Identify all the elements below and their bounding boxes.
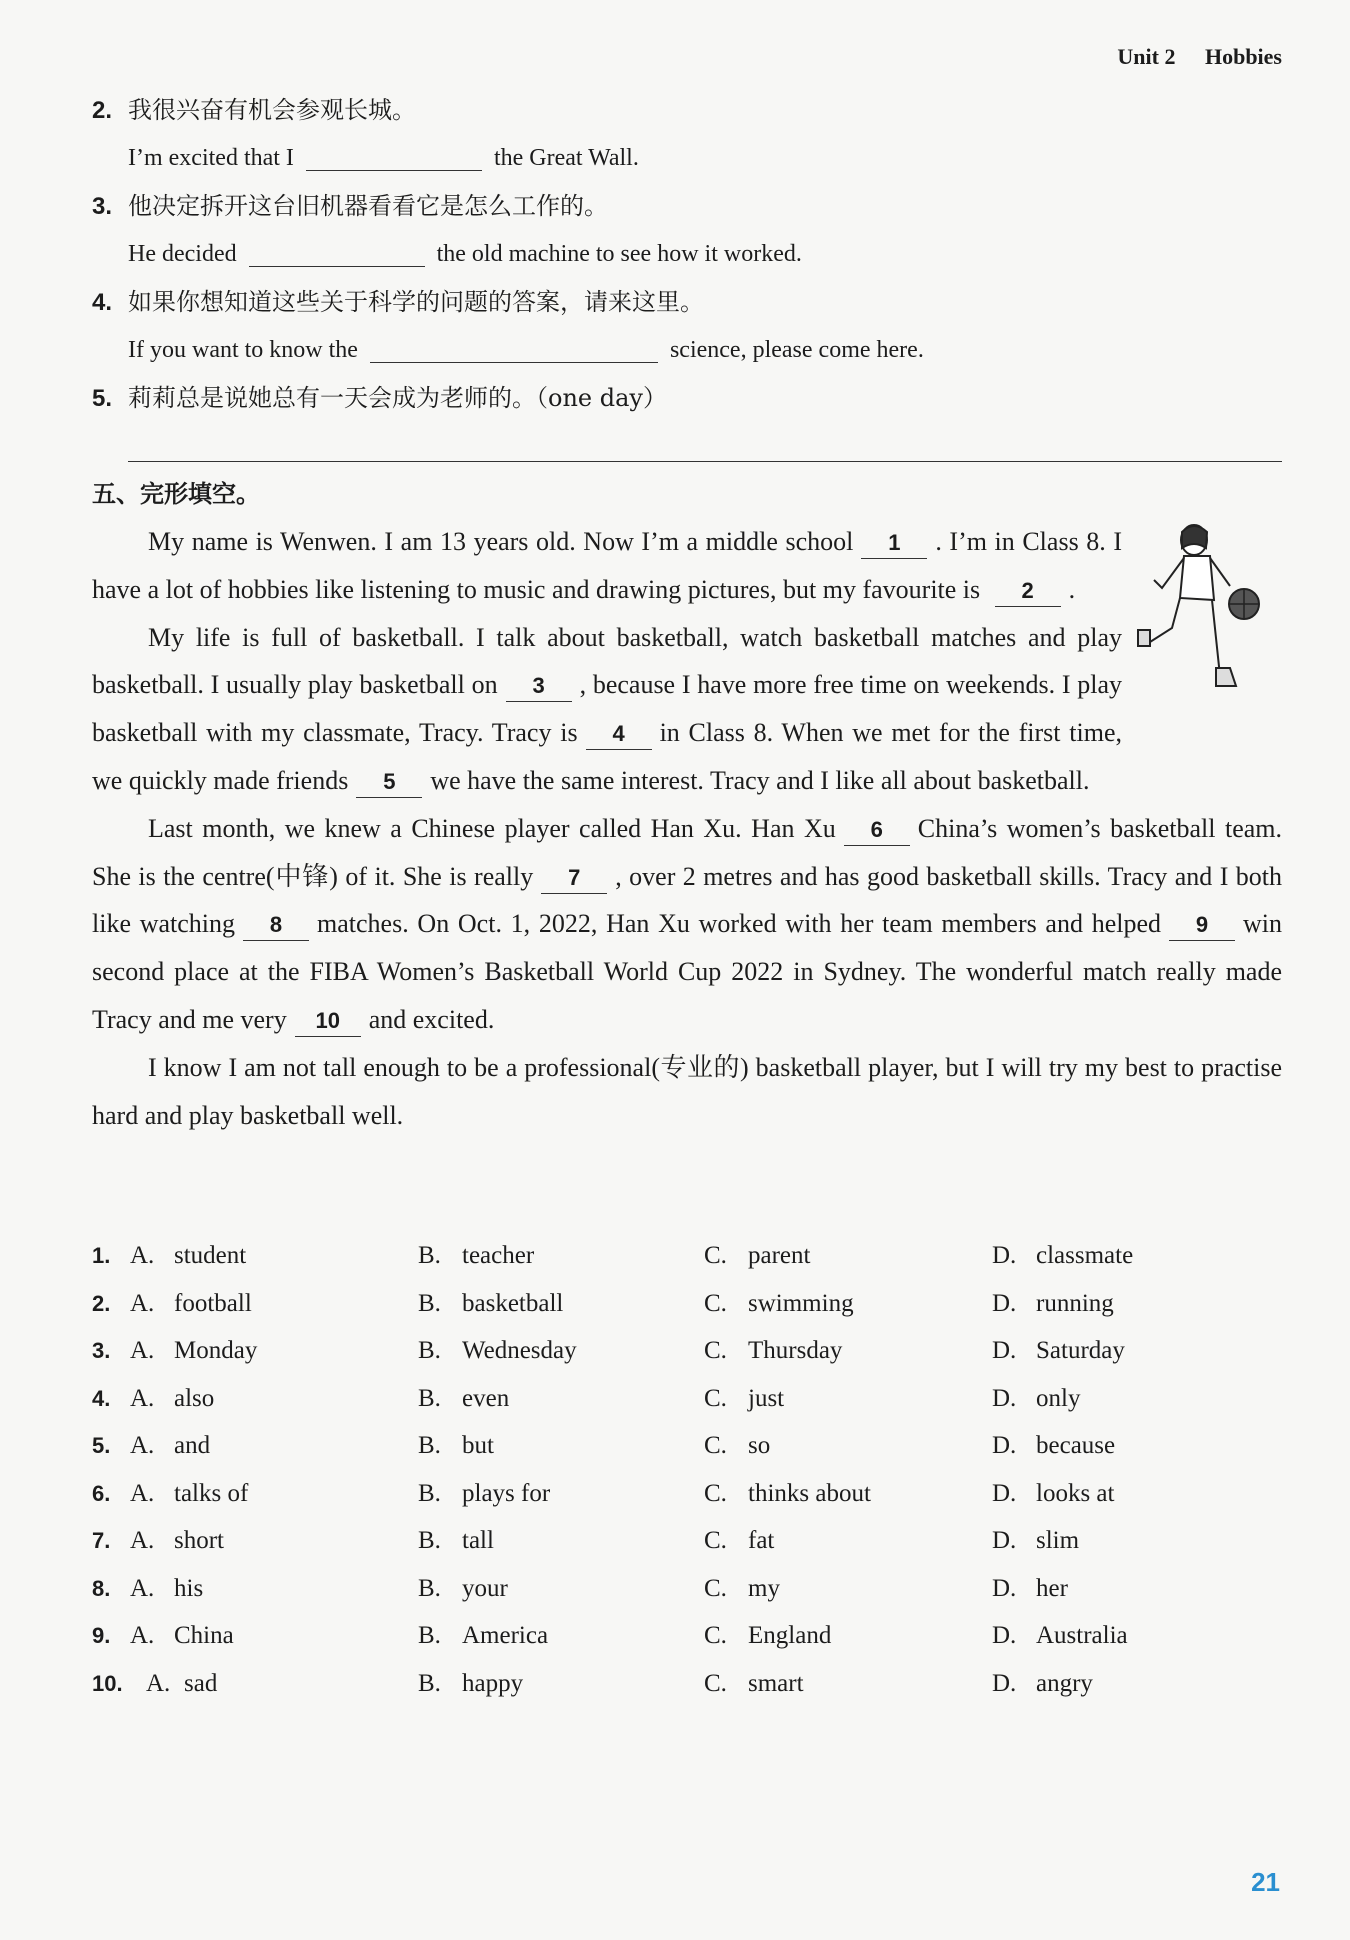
option-c[interactable]: C. swimming bbox=[704, 1289, 854, 1317]
chinese-sentence: 他决定拆开这台旧机器看看它是怎么工作的。 bbox=[128, 192, 608, 220]
option-b[interactable]: B. teacher bbox=[418, 1242, 535, 1269]
question-number: 7. bbox=[92, 1528, 111, 1553]
option-a[interactable]: A. sad bbox=[146, 1669, 218, 1697]
paragraph-2 bbox=[92, 614, 1282, 805]
passage-text: in Class 8. When we met for the first time, we quickly made friends bbox=[92, 718, 1122, 795]
item-number: 5. bbox=[92, 385, 113, 412]
gap-1[interactable]: 1 bbox=[861, 528, 927, 559]
option-a[interactable]: A. his bbox=[130, 1574, 204, 1602]
passage-text: , because I have more free time on weekends. I play basketball with my classmate, Tracy. Tracy is bbox=[92, 670, 1122, 748]
option-row bbox=[92, 1375, 1192, 1423]
gap-9[interactable]: 9 bbox=[1169, 910, 1235, 941]
passage-text: and excited. bbox=[368, 1004, 495, 1034]
cloze-passage bbox=[92, 518, 1282, 1139]
option-a[interactable]: A. China bbox=[130, 1622, 234, 1649]
option-d[interactable]: D. looks at bbox=[992, 1479, 1115, 1507]
chinese-sentence: 我很兴奋有机会参观长城。 bbox=[128, 96, 416, 124]
question-number: 5. bbox=[92, 1433, 111, 1458]
option-a[interactable]: A. short bbox=[130, 1527, 224, 1554]
option-row bbox=[92, 1232, 1192, 1280]
answer-blank[interactable] bbox=[306, 140, 482, 171]
option-d[interactable]: D. classmate bbox=[992, 1242, 1134, 1269]
option-c[interactable]: C. smart bbox=[704, 1669, 804, 1697]
item-number: 4. bbox=[92, 289, 113, 316]
translation-exercises bbox=[92, 86, 1282, 462]
paragraph-3 bbox=[92, 805, 1282, 1044]
option-c[interactable]: C. fat bbox=[704, 1527, 775, 1554]
option-row bbox=[92, 1280, 1192, 1328]
sentence-end: the old machine to see how it worked. bbox=[436, 241, 802, 267]
gap-7[interactable]: 7 bbox=[541, 863, 607, 894]
question-number: 9. bbox=[92, 1623, 111, 1648]
unit-label: Unit 2 bbox=[1117, 44, 1176, 69]
page-header bbox=[1117, 44, 1282, 70]
question-number: 10. bbox=[92, 1670, 123, 1696]
translation-item bbox=[92, 182, 1282, 278]
gap-4[interactable]: 4 bbox=[586, 719, 652, 750]
answer-blank[interactable] bbox=[370, 332, 658, 363]
option-a[interactable]: A. Monday bbox=[130, 1337, 258, 1364]
option-c[interactable]: C. just bbox=[704, 1384, 785, 1412]
question-number: 8. bbox=[92, 1575, 111, 1601]
passage-text: My name is Wenwen. I am 13 years old. Now I’m a middle school bbox=[148, 527, 854, 556]
option-a[interactable]: A. talks of bbox=[130, 1479, 249, 1507]
passage-text: China’s women’s basketball team. She is the centre(中锋) of it. She is really bbox=[92, 813, 1283, 891]
translation-item bbox=[92, 374, 1282, 462]
gap-6[interactable]: 6 bbox=[844, 815, 910, 846]
passage-text: we have the same interest. Tracy and I like all about basketball. bbox=[430, 765, 1090, 795]
option-b[interactable]: B. plays for bbox=[418, 1479, 551, 1507]
sentence-end: science, please come here. bbox=[669, 337, 924, 363]
option-b[interactable]: B. your bbox=[418, 1574, 508, 1602]
passage-text: I know I am not tall enough to be a professional(专业的) basketball player, but I will try my best to practise hard and play basketball well. bbox=[92, 1052, 1282, 1130]
option-row bbox=[92, 1517, 1192, 1565]
chinese-sentence: 如果你想知道这些关于科学的问题的答案，请来这里。 bbox=[128, 288, 704, 316]
option-row bbox=[92, 1660, 1192, 1708]
option-c[interactable]: C. Thursday bbox=[704, 1337, 843, 1364]
question-number: 6. bbox=[92, 1480, 111, 1506]
option-d[interactable]: D. angry bbox=[992, 1669, 1093, 1697]
translation-item bbox=[92, 278, 1282, 374]
chinese-sentence: 莉莉总是说她总有一天会成为老师的。（one day） bbox=[128, 384, 667, 412]
option-d[interactable]: D. because bbox=[992, 1432, 1116, 1459]
option-row bbox=[92, 1470, 1192, 1518]
gap-5[interactable]: 5 bbox=[356, 767, 422, 798]
question-number: 4. bbox=[92, 1385, 111, 1411]
option-c[interactable]: C. so bbox=[704, 1432, 771, 1459]
option-b[interactable]: B. happy bbox=[418, 1669, 524, 1697]
sentence-start: I’m excited that I bbox=[128, 145, 294, 171]
option-row bbox=[92, 1565, 1192, 1613]
option-c[interactable]: C. thinks about bbox=[704, 1479, 871, 1507]
translation-item bbox=[92, 86, 1282, 182]
gap-10[interactable]: 10 bbox=[295, 1006, 361, 1037]
option-d[interactable]: D. running bbox=[992, 1289, 1114, 1317]
paragraph-1 bbox=[92, 518, 1122, 614]
page-number: 21 bbox=[1251, 1867, 1280, 1897]
section-title: 五、完形填空。 bbox=[92, 480, 260, 508]
option-b[interactable]: B. America bbox=[418, 1622, 549, 1649]
option-b[interactable]: B. basketball bbox=[418, 1289, 564, 1317]
option-d[interactable]: D. Australia bbox=[992, 1622, 1128, 1649]
option-a[interactable]: A. and bbox=[130, 1432, 211, 1459]
option-b[interactable]: B. Wednesday bbox=[418, 1337, 577, 1364]
question-number: 3. bbox=[92, 1338, 111, 1363]
option-b[interactable]: B. tall bbox=[418, 1527, 494, 1554]
option-c[interactable]: C. my bbox=[704, 1574, 780, 1602]
sentence-end: the Great Wall. bbox=[493, 145, 639, 171]
sentence-start: If you want to know the bbox=[128, 337, 358, 363]
sentence-start: He decided bbox=[128, 241, 237, 267]
option-c[interactable]: C. England bbox=[704, 1622, 832, 1649]
passage-text: My life is full of basketball. I talk about basketball, watch basketball matches and play basketball. I usually play basketball on bbox=[92, 622, 1122, 700]
option-d[interactable]: D. Saturday bbox=[992, 1337, 1125, 1364]
option-d[interactable]: D. her bbox=[992, 1574, 1068, 1602]
option-row bbox=[92, 1327, 1192, 1375]
passage-text: matches. On Oct. 1, 2022, Han Xu worked with her team members and helped bbox=[317, 909, 1161, 939]
passage-text: , over 2 metres and has good basketball skills. Tracy and I both like watching bbox=[92, 861, 1282, 939]
option-row bbox=[92, 1422, 1192, 1470]
question-number: 1. bbox=[92, 1243, 111, 1268]
question-number: 2. bbox=[92, 1290, 111, 1316]
option-a[interactable]: A. also bbox=[130, 1384, 215, 1412]
passage-text: . bbox=[1068, 574, 1076, 604]
option-a[interactable]: A. student bbox=[130, 1242, 247, 1269]
answer-blank[interactable] bbox=[249, 236, 425, 267]
item-number: 3. bbox=[92, 193, 113, 220]
gap-2[interactable]: 2 bbox=[995, 576, 1061, 607]
answer-line[interactable] bbox=[128, 460, 1282, 462]
option-b[interactable]: B. but bbox=[418, 1432, 494, 1459]
passage-text: win second place at the FIBA Women’s Basketball World Cup 2022 in Sydney. The wonderful match really made Tracy and me very bbox=[92, 909, 1282, 1034]
passage-text: Last month, we knew a Chinese player called Han Xu. Han Xu bbox=[148, 813, 836, 843]
option-row bbox=[92, 1612, 1192, 1660]
option-a[interactable]: A. football bbox=[130, 1289, 252, 1317]
gap-3[interactable]: 3 bbox=[506, 671, 572, 702]
option-d[interactable]: D. slim bbox=[992, 1527, 1080, 1554]
answer-options bbox=[92, 1232, 1192, 1707]
item-number: 2. bbox=[92, 97, 113, 124]
passage-text: . I’m in Class 8. I have a lot of hobbies like listening to music and drawing pictures, but my favourite is bbox=[92, 527, 1122, 604]
unit-title: Hobbies bbox=[1204, 44, 1282, 69]
option-c[interactable]: C. parent bbox=[704, 1242, 811, 1269]
gap-8[interactable]: 8 bbox=[243, 910, 309, 941]
option-d[interactable]: D. only bbox=[992, 1384, 1081, 1412]
option-b[interactable]: B. even bbox=[418, 1384, 510, 1412]
paragraph-4 bbox=[92, 1044, 1282, 1140]
